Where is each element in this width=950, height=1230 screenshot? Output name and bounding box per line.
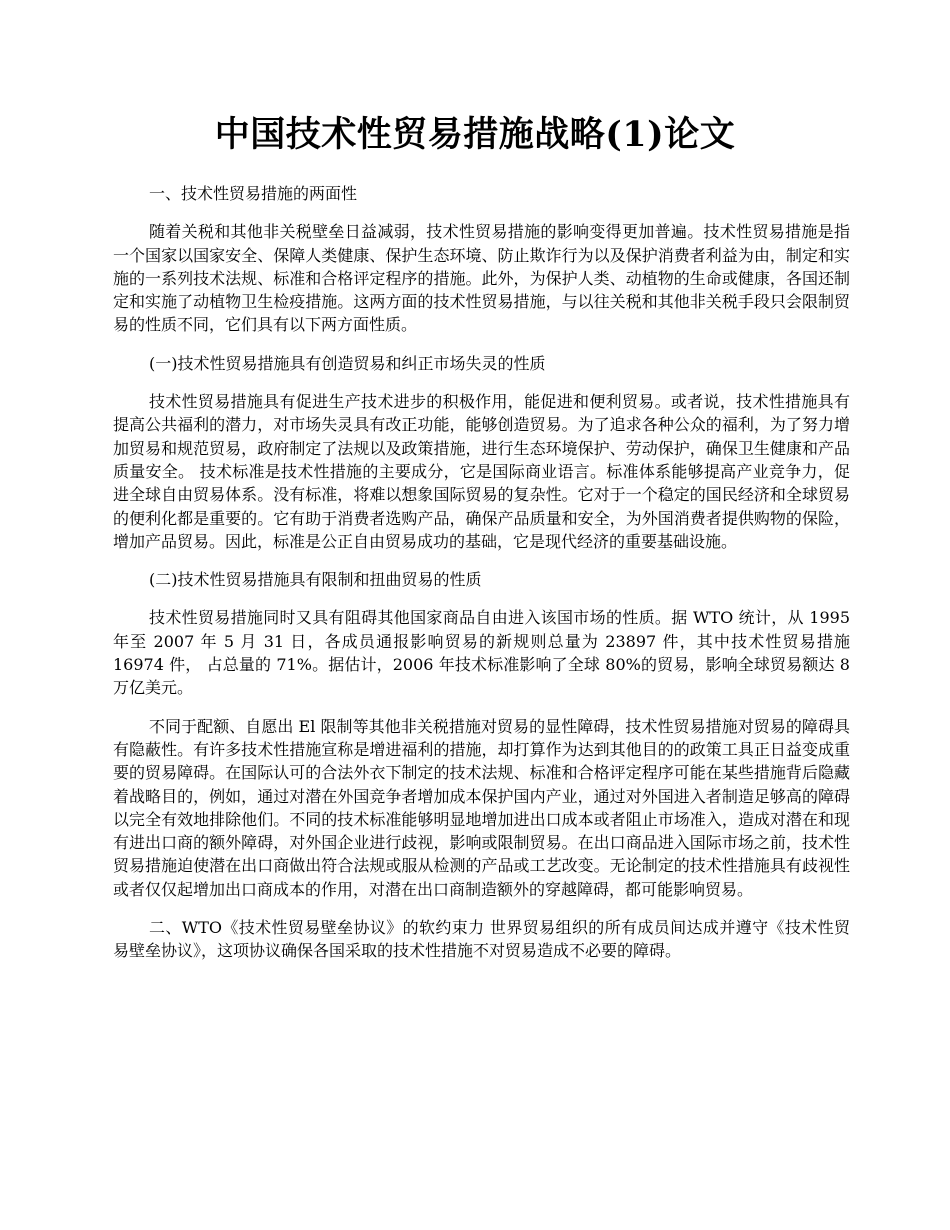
paragraph-1: 随着关税和其他非关税壁垒日益减弱，技术性贸易措施的影响变得更加普遍。技术性贸易措施是指一个国家以国家安全、保障人类健康、保护生态环境、防止欺诈行为以及保护消费者利益为由，制定和实施的一系列技术法规、标准和合格评定程序的措施。此外，为保护人类、动植物的生命或健康，各国还制定和实施了动植物卫生检疫措施。这两方面的技术性贸易措施，与以往关税和其他非关税手段只会限制贸易的性质不同，它们具有以下两方面性质。 <box>113 222 850 335</box>
paragraph-5: 二、WTO《技术性贸易壁垒协议》的软约束力 世界贸易组织的所有成员间达成并遵守《技术性贸易壁垒协议》，这项协议确保各国采取的技术性措施不对贸易造成不必要的障碍。 <box>113 918 850 961</box>
paragraph-2: 技术性贸易措施具有促进生产技术进步的积极作用，能促进和便利贸易。或者说，技术性措施具有提高公共福利的潜力，对市场失灵具有改正功能，能够创造贸易。为了追求各种公众的福利，为了努力增加贸易和规范贸易，政府制定了法规以及政策措施，进行生态环境保护、劳动保护，确保卫生健康和产品质量安全。 技术标准是技术性措施的主要成分，它是国际商业语言。标准体系能够提高产业竞争力，促进全球自由贸易体系。没有标准，将难以想象国际贸易的复杂性。它对于一个稳定的国民经济和全球贸易的便利化都是重要的。它有助于消费者选购产品，确保产品质量和安全，为外国消费者提供购物的保险，增加产品贸易。因此，标准是公正自由贸易成功的基础，它是现代经济的重要基础设施。 <box>113 392 850 551</box>
subsection-heading-2: (二)技术性贸易措施具有限制和扭曲贸易的性质 <box>149 570 482 590</box>
subsection-heading-1: (一)技术性贸易措施具有创造贸易和纠正市场失灵的性质 <box>149 353 546 373</box>
paragraph-3: 技术性贸易措施同时又具有阻碍其他国家商品自由进入该国市场的性质。据 WTO 统计，从 1995 年至 2007 年 5 月 31 日，各成员通报影响贸易的新规则总量为 23897 件，其中技术性贸易措施 16974 件， 占总量的 71%。据估计，2006 年技术标准影响了全球 80%的贸易，影响全球贸易额达 8 万亿美元。 <box>113 608 850 698</box>
document-title: 中国技术性贸易措施战略(1)论文 <box>214 114 736 155</box>
section-heading-1: 一、技术性贸易措施的两面性 <box>149 184 358 203</box>
document-body <box>113 182 850 978</box>
paragraph-4: 不同于配额、自愿出 El 限制等其他非关税措施对贸易的显性障碍，技术性贸易措施对贸易的障碍具有隐蔽性。有许多技术性措施宣称是增进福利的措施，却打算作为达到其他目的的政策工具正日益变成重要的贸易障碍。在国际认可的合法外衣下制定的技术法规、标准和合格评定程序可能在某些措施背后隐藏着战略目的，例如，通过对潜在外国竞争者增加成本保护国内产业，通过对外国进入者制造足够高的障碍以完全有效地排除他们。不同的技术标准能够明显地增加进出口成本或者阻止市场准入，造成对潜在和现有进出口商的额外障碍，对外国企业进行歧视，影响或限制贸易。在出口商品进入国际市场之前，技术性贸易措施迫使潜在出口商做出符合法规或服从检测的产品或工艺改变。无论制定的技术性措施具有歧视性或者仅仅起增加出口商成本的作用，对潜在出口商制造额外的穿越障碍，都可能影响贸易。 <box>113 716 850 899</box>
